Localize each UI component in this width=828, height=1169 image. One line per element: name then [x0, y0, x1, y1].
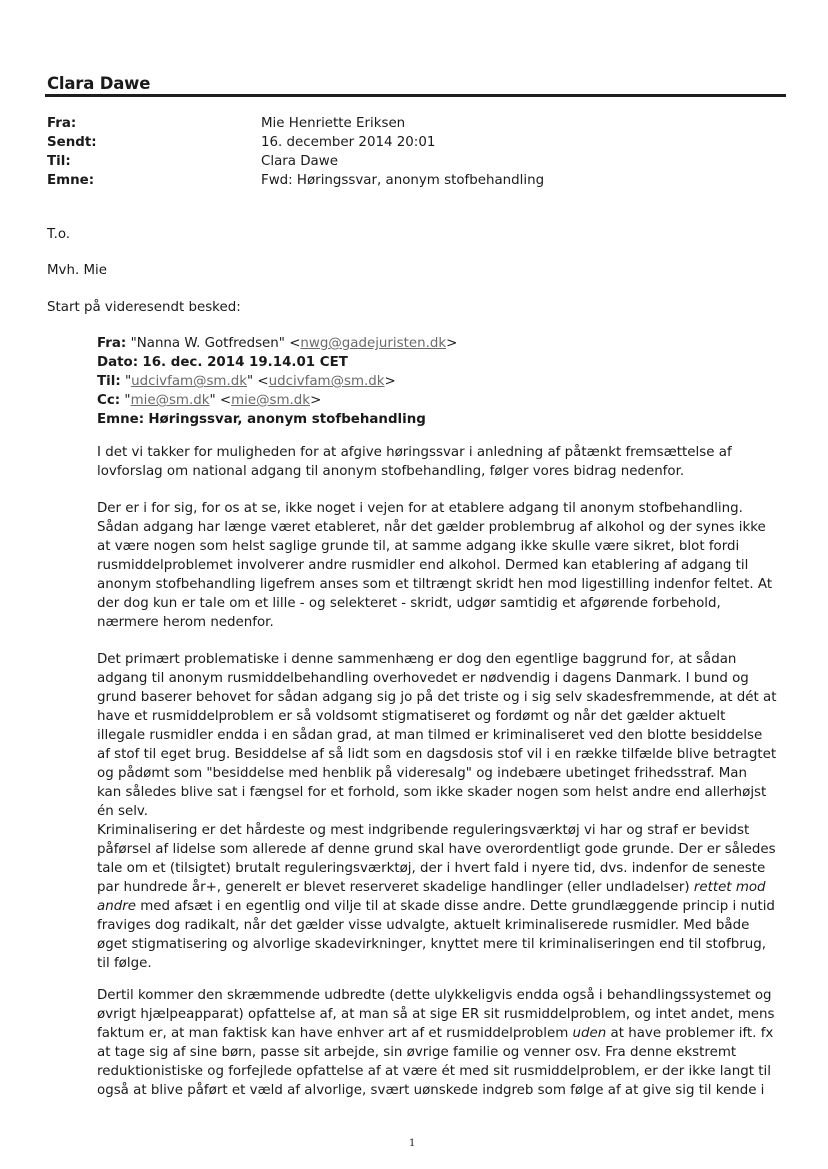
text-line: reduktionistiske og forfejlede opfattelse af at være ét med sit rusmiddelproblem, er der ikke langt til [97, 1064, 771, 1079]
text-line: til følge. [97, 956, 152, 971]
header-value: 16. december 2014 20:01 [261, 135, 436, 150]
text-line: have et rusmiddelproblem er så voldsomt stigmatiseret og fordømt og når det gælder aktuelt [97, 709, 726, 724]
to-email-link[interactable]: udcivfam@sm.dk [131, 374, 247, 389]
text-line [97, 1024, 774, 1043]
fwd-date-value: 16. dec. 2014 19.14.01 CET [142, 355, 348, 370]
greeting: T.o. [47, 227, 71, 242]
sender-name-heading: Clara Dawe [47, 74, 151, 93]
text-line: rusmiddelproblemet involverer andre rusmidler end alkohol. Dermed kan etablering af adgang til [97, 558, 749, 573]
text-line: lovforslag om national adgang til anonym stofbehandling, følger vores bidrag nedenfor. [97, 464, 685, 479]
text-line: af stof til eget brug. Besiddelse af så lidt som en dagsdosis stof vil i en række tilfælde blive betragtet [97, 747, 777, 762]
bracket: > [446, 336, 458, 351]
text-line: adgang til anonym rusmiddelbehandling overhovedet er nødvendig i dagens Danmark. I bund og [97, 671, 749, 686]
paragraph-3 [97, 650, 777, 973]
text-line: grund baserer behovet for sådan adgang sig jo på det triste og i sig selv skadesfremmende, at dét at [97, 690, 777, 705]
text-line: at være nogen som helst saglige grunde til, at samme adgang ikke skulle være sikret, blot fordi [97, 539, 740, 554]
text-segment: at have problemer ift. fx [606, 1026, 774, 1041]
text-segment: faktum er, at man faktisk kan have enhver art af et rusmiddelproblem [97, 1026, 573, 1041]
paragraph-1 [97, 443, 737, 481]
text-line: påførsel af lidelse som allerede af denne grund skal have overordentligt gode grunde. Der er således [97, 842, 776, 857]
fwd-from-row [97, 334, 737, 353]
fwd-cc-row [97, 391, 737, 410]
text-segment: par hundrede år+, generelt er blevet reserveret skadelige handlinger (eller undladelser) [97, 880, 694, 895]
fwd-date-row [97, 353, 737, 372]
header-value: Mie Henriette Eriksen [261, 116, 406, 131]
text-line: Sådan adgang har længe været etableret, når det gælder problembrug af alkohol og der synes ikke [97, 520, 766, 535]
text-line: også at blive påført et væld af alvorlige, svært uønskede indgreb som følge af at give sig til kende i [97, 1083, 765, 1098]
italic-text: uden [572, 1026, 607, 1041]
text-line: I det vi takker for muligheden for at afgive høringssvar i anledning af påtænkt fremsættelse af [97, 445, 732, 460]
text-line: kan således blive sat i fængsel for et forhold, som ikke skader nogen som helst andre end allerhøjst [97, 785, 767, 800]
cc-email-link[interactable]: mie@sm.dk [130, 393, 210, 408]
text-line: der dog kun er tale om et lille - og selekteret - skridt, udgør samtidig et afgørende forbehold, [97, 596, 721, 611]
text-line: Kriminalisering er det hårdeste og mest indgribende reguleringsværktøj vi har og straf er bevidst [97, 823, 750, 838]
header-label: Til: [47, 154, 71, 169]
text-line: én selv. [97, 804, 149, 819]
header-label: Sendt: [47, 135, 97, 150]
text-line: anonym stofbehandling ligefrem anses som et tiltrængt skridt hen mod ligestilling indenfor feltet. At [97, 577, 773, 592]
cc-email-link[interactable]: mie@sm.dk [231, 393, 311, 408]
text-line: fraviges dog radikalt, når det gælder visse udvalgte, aktuelt kriminaliserede rusmidler. Med både [97, 918, 750, 933]
text-line [97, 878, 766, 897]
text-segment: med afsæt i en egentlig ond vilje til at skade disse andre. Dette grundlæggende princip i nutid [135, 899, 775, 914]
fwd-from-name: "Nanna W. Gotfredsen" < [130, 336, 301, 351]
text-line: øget stigmatisering og alvorlige skadevirkninger, knyttet mere til kriminaliseringen end til stofbrug, [97, 937, 766, 952]
fwd-label: Cc: [97, 393, 121, 408]
text-line: tale om et (tilsigtet) brutalt reguleringsværktøj, der i hvert fald i nyere tid, dvs. indenfor de seneste [97, 861, 766, 876]
from-email-link[interactable]: nwg@gadejuristen.dk [300, 336, 447, 351]
forwarded-header [97, 334, 737, 429]
text-line: Der er i for sig, for os at se, ikke noget i vejen for at etablere adgang til anonym stofbehandling. [97, 501, 743, 516]
text-line: og pådømt som "besiddelse med henblik på videresalg" og indebære ubetinget frihedsstraf. Man [97, 766, 747, 781]
text-line: illegale rusmidler endda i en sådan grad, at man tilmed er kriminaliseret ved den blotte besiddelse [97, 728, 763, 743]
paragraph-2 [97, 499, 773, 632]
header-row-subject [47, 171, 544, 190]
text-line: Det primært problematiske i denne sammenhæng er dog den egentlige baggrund for, at sådan [97, 652, 737, 667]
fwd-subject-row [97, 410, 737, 429]
forward-intro: Start på videresendt besked: [47, 300, 241, 315]
italic-text: andre [97, 899, 136, 914]
header-row-to [47, 152, 544, 171]
bracket: > [310, 393, 322, 408]
fwd-label: Emne: [97, 412, 145, 427]
italic-text: rettet mod [693, 880, 766, 895]
header-value: Clara Dawe [261, 154, 338, 169]
text-line: at tage sig af sine børn, passe sit arbejde, sin øvrige familie og venner osv. Fra denne ekstremt [97, 1045, 737, 1060]
bracket: > [384, 374, 396, 389]
quote: " < [209, 393, 232, 408]
fwd-subject-value: Høringssvar, anonym stofbehandling [148, 412, 426, 427]
header-row-sent [47, 133, 544, 152]
to-email-link[interactable]: udcivfam@sm.dk [268, 374, 385, 389]
fwd-label: Dato: [97, 355, 139, 370]
header-label: Emne: [47, 173, 95, 188]
paragraph-4 [97, 986, 775, 1100]
text-line [97, 897, 775, 916]
email-header [47, 114, 544, 190]
fwd-label: Fra: [97, 336, 127, 351]
quote: " < [247, 374, 269, 389]
quote: " [124, 393, 131, 408]
text-line: øvrigt hjælpeapparat) opfattelse af, at man så at sige ER sit rusmiddelproblem, og intet andet, mens [97, 1007, 775, 1022]
quote: " [124, 374, 132, 389]
heading-rule [45, 94, 786, 97]
header-row-from [47, 114, 544, 133]
text-line: Dertil kommer den skræmmende udbredte (dette ulykkeligvis endda også i behandlingssystemet og [97, 988, 772, 1003]
fwd-label: Til: [97, 374, 121, 389]
text-line: nærmere herom nedenfor. [97, 615, 274, 630]
fwd-to-row [97, 372, 737, 391]
header-label: Fra: [47, 116, 77, 131]
header-value: Fwd: Høringssvar, anonym stofbehandling [261, 173, 545, 188]
page-number: 1 [409, 1138, 416, 1149]
signoff: Mvh. Mie [47, 263, 107, 278]
